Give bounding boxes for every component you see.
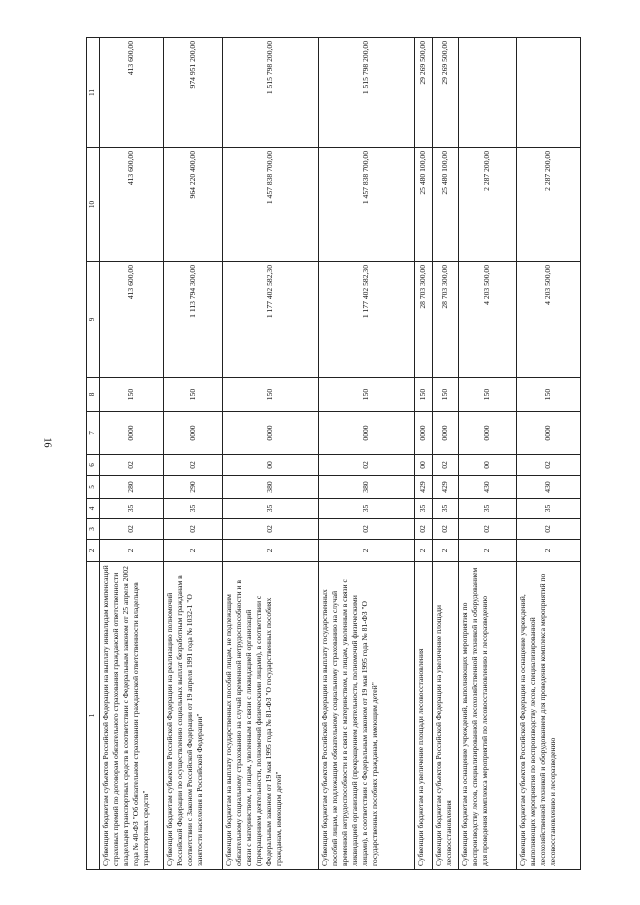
row-description: Субвенции бюджетам субъектов Российской Федерации на выплату государственных пособий лицам, не подлежащим обязательному социальному страхованию на случай временной нетрудоспособности и в связи с материнством, и лицам, уволенным в связи с ликвидацией организаций (прекращением деятельности, полномочий физическими лицами), в соответствии с Федеральным законом от 19 мая 1995 года № 81-ФЗ "О государственных пособиях гражданам, имеющим детей" [319,562,415,870]
code-cell: 2 [459,540,517,562]
code-cell: 150 [100,378,164,412]
page-number: 16 [41,437,53,448]
code-cell: 150 [223,378,319,412]
amount-cell: 413 600,00 [100,38,164,148]
code-cell: 35 [164,499,223,519]
code-cell: 35 [415,499,433,519]
code-cell: 02 [164,455,223,476]
code-cell: 02 [459,519,517,540]
column-number: 9 [87,262,100,378]
row-description: Субвенции бюджетам субъектов Российской Федерации на оснащение учреждений, выполняющих мероприятия по воспроизводству лесов, специализированной лесохозяйственной техникой и оборудованием для проведения комплекса мероприятий по лесовосстановлению и лесоразведению [517,562,581,870]
code-cell: 02 [319,455,415,476]
code-cell: 00 [415,455,433,476]
code-cell: 150 [415,378,433,412]
code-cell: 430 [459,476,517,499]
amount-cell: 2 287 200,00 [459,148,517,262]
code-cell: 2 [415,540,433,562]
amount-cell: 1 113 794 300,00 [164,262,223,378]
rotated-table-area [86,38,626,870]
row-description: Субвенции бюджетам на оснащение учреждений, выполняющих мероприятия по воспроизводству лесов, специализированной лесохозяйственной техникой и оборудованием для проведения комплекса мероприятий по лесовосстановлению и лесоразведению [459,562,517,870]
code-cell: 0000 [517,412,581,455]
code-cell: 430 [517,476,581,499]
amount-cell: 413 600,00 [100,148,164,262]
code-cell: 0000 [433,412,459,455]
code-cell: 35 [517,499,581,519]
code-cell: 380 [223,476,319,499]
amount-cell: 4 203 500,00 [517,262,581,378]
code-cell: 00 [223,455,319,476]
code-cell: 429 [433,476,459,499]
code-cell: 35 [223,499,319,519]
column-number: 3 [87,519,100,540]
amount-cell: 25 480 100,00 [415,148,433,262]
amount-cell: 964 220 400,00 [164,148,223,262]
column-number: 11 [87,38,100,148]
code-cell: 2 [517,540,581,562]
code-cell: 0000 [223,412,319,455]
code-cell: 150 [433,378,459,412]
amount-cell: 28 703 300,00 [433,262,459,378]
amount-cell: 1 177 402 582,30 [223,262,319,378]
amount-cell: 1 515 798 200,00 [223,38,319,148]
code-cell: 02 [319,519,415,540]
amount-cell: 4 203 500,00 [459,262,517,378]
amount-cell: 29 269 500,00 [433,38,459,148]
code-cell: 02 [164,519,223,540]
row-description: Субвенции бюджетам на увеличение площади лесовосстановления [415,562,433,870]
amount-cell: 1 177 402 582,30 [319,262,415,378]
column-number: 1 [87,562,100,870]
code-cell: 02 [100,455,164,476]
amount-cell [459,38,517,148]
code-cell: 35 [459,499,517,519]
table-row [459,38,517,870]
table-row [223,38,319,870]
code-cell: 150 [164,378,223,412]
code-cell: 02 [223,519,319,540]
code-cell: 02 [517,455,581,476]
code-cell: 35 [433,499,459,519]
code-cell: 2 [100,540,164,562]
code-cell: 380 [319,476,415,499]
code-cell: 02 [433,519,459,540]
code-cell: 02 [433,455,459,476]
table-row [433,38,459,870]
code-cell: 2 [164,540,223,562]
row-description: Субвенции бюджетам субъектов Российской Федерации на выплату инвалидам компенсаций страховых премий по договорам обязательного страхования гражданской ответственности владельцев транспортных средств в соответствии с Федеральным законом от 25 апреля 2002 года № 40-ФЗ "Об обязательном страховании гражданской ответственности владельцев транспортных средств" [100,562,164,870]
code-cell: 429 [415,476,433,499]
column-number: 8 [87,378,100,412]
amount-cell: 1 515 798 200,00 [319,38,415,148]
code-cell: 2 [223,540,319,562]
amount-cell: 1 457 838 700,00 [223,148,319,262]
column-number: 4 [87,499,100,519]
code-cell: 0000 [459,412,517,455]
table-row [100,38,164,870]
table-row [517,38,581,870]
code-cell: 0000 [100,412,164,455]
amount-cell: 29 269 500,00 [415,38,433,148]
code-cell: 280 [100,476,164,499]
column-number: 7 [87,412,100,455]
code-cell: 150 [319,378,415,412]
row-description: Субвенции бюджетам субъектов Российской Федерации на увеличение площади лесовосстановления [433,562,459,870]
code-cell: 02 [415,519,433,540]
amount-cell: 25 480 100,00 [433,148,459,262]
column-number: 5 [87,476,100,499]
code-cell: 35 [319,499,415,519]
amount-cell [517,38,581,148]
code-cell: 0000 [415,412,433,455]
column-number: 10 [87,148,100,262]
budget-table [86,37,581,870]
amount-cell: 1 457 838 700,00 [319,148,415,262]
row-description: Субвенции бюджетам субъектов Российской Федерации на реализацию полномочий Российской Федерации по осуществлению социальных выплат безработным гражданам в соответствии с Законом Российской Федерации от 19 апреля 1991 года № 1032-1 "О занятости населения в Российской Федерации" [164,562,223,870]
code-cell: 2 [319,540,415,562]
code-cell: 2 [433,540,459,562]
column-number: 2 [87,540,100,562]
amount-cell: 2 287 200,00 [517,148,581,262]
amount-cell: 28 703 300,00 [415,262,433,378]
code-cell: 0000 [319,412,415,455]
column-number: 6 [87,455,100,476]
table-row [415,38,433,870]
row-description: Субвенции бюджетам на выплату государственных пособий лицам, не подлежащим обязательному социальному страхованию на случай временной нетрудоспособности и в связи с материнством, и лицам, уволенным в связи с ликвидацией организаций (прекращением деятельности, полномочий физическими лицами), в соответствии с Федеральным законом от 19 мая 1995 года № 81-ФЗ "О государственных пособиях гражданам, имеющим детей" [223,562,319,870]
code-cell: 35 [100,499,164,519]
code-cell: 150 [459,378,517,412]
code-cell: 0000 [164,412,223,455]
amount-cell: 413 600,00 [100,262,164,378]
code-cell: 150 [517,378,581,412]
table-row [319,38,415,870]
code-cell: 02 [517,519,581,540]
table-row [164,38,223,870]
column-number-row [87,38,100,870]
code-cell: 02 [100,519,164,540]
code-cell: 00 [459,455,517,476]
amount-cell: 974 951 200,00 [164,38,223,148]
code-cell: 290 [164,476,223,499]
